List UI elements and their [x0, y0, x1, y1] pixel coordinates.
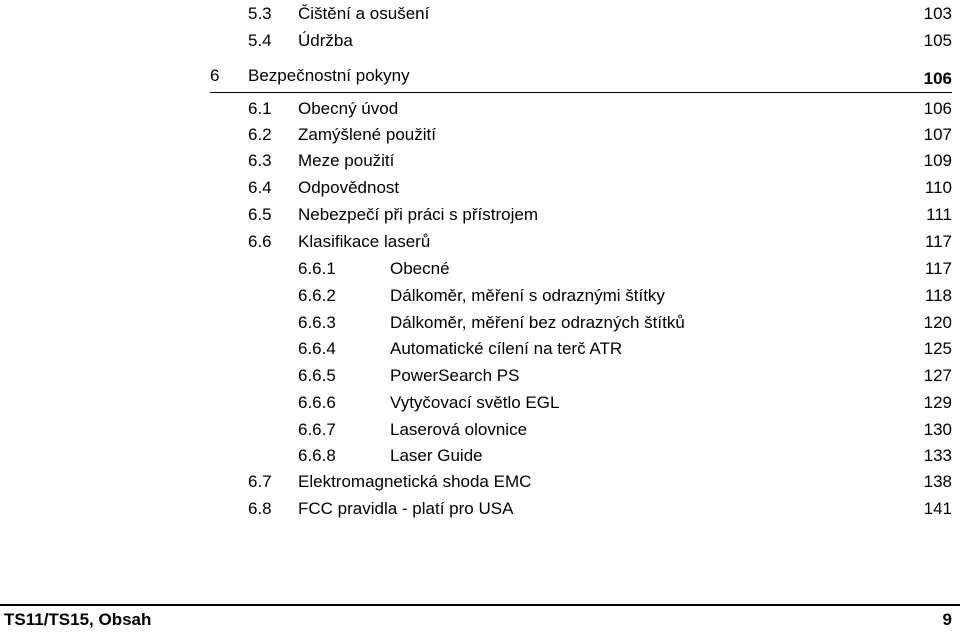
toc-entry-6-6-5[interactable]: [0, 364, 952, 388]
toc-chapter-6[interactable]: [0, 64, 952, 88]
toc-entry-number: 5.3: [248, 4, 272, 23]
toc-entry-number: 6.1: [248, 99, 272, 118]
toc-entry-title: Čištění a osušení: [298, 4, 430, 23]
toc-entry-page: 141: [923, 499, 952, 518]
toc-entry-6-6-7[interactable]: [0, 418, 952, 442]
toc-entry-page: 110: [924, 178, 952, 197]
toc-entry-number: 6.6.1: [298, 259, 336, 278]
toc-entry-page: 118: [924, 286, 952, 305]
toc-entry-page: 106: [923, 99, 952, 118]
toc-entry-title: Laserová olovnice: [390, 420, 528, 439]
toc-entry-6-6[interactable]: [0, 230, 952, 254]
toc-entry-5-3[interactable]: [0, 2, 952, 26]
footer-page-number: 9: [942, 610, 952, 629]
toc-entry-page: 133: [923, 446, 952, 465]
toc-entry-6-6-2[interactable]: [0, 284, 952, 308]
toc-entry-title: PowerSearch PS: [390, 366, 520, 385]
toc-entry-5-4[interactable]: [0, 29, 952, 53]
toc-entry-page: 117: [924, 259, 952, 278]
toc-entry-number: 6.6.7: [298, 420, 336, 439]
toc-entry-number: 5.4: [248, 31, 272, 50]
toc-entry-page: 109: [923, 151, 952, 170]
toc-entry-title: Laser Guide: [390, 446, 483, 465]
toc-entry-page: 111: [926, 205, 952, 224]
toc-entry-6-8[interactable]: [0, 497, 952, 521]
toc-entry-number: 6.5: [248, 205, 272, 224]
toc-entry-page: 105: [923, 31, 952, 50]
toc-entry-title: Odpovědnost: [298, 178, 400, 197]
toc-entry-page: 125: [923, 339, 952, 358]
toc-entry-number: 6.6.5: [298, 366, 336, 385]
toc-entry-number: 6.2: [248, 125, 272, 144]
toc-entry-6-2[interactable]: [0, 123, 952, 147]
footer-divider: [0, 604, 960, 606]
toc-entry-number: 6.3: [248, 151, 272, 170]
toc-entry-6-6-6[interactable]: [0, 391, 952, 415]
toc-entry-number: 6.6.6: [298, 393, 336, 412]
toc-entry-title: Meze použití: [298, 151, 395, 170]
toc-entry-number: 6.6: [248, 232, 272, 251]
toc-entry-page: 107: [923, 125, 952, 144]
toc-entry-6-6-8[interactable]: [0, 444, 952, 468]
toc-entry-title: Zamýšlené použití: [298, 125, 436, 144]
toc-chapter-title: Bezpečnostní pokyny: [248, 66, 410, 85]
toc-entry-page: 120: [923, 313, 952, 332]
toc-entry-page: 138: [923, 472, 952, 491]
toc-entry-title: Dálkoměr, měření s odraznými štítky: [390, 286, 665, 305]
toc-entry-title: FCC pravidla - platí pro USA: [298, 499, 514, 518]
toc-entry-6-4[interactable]: [0, 176, 952, 200]
toc-entry-title: Dálkoměr, měření bez odrazných štítků: [390, 313, 685, 332]
toc-entry-6-6-3[interactable]: [0, 311, 952, 335]
toc-entry-page: 129: [923, 393, 952, 412]
toc-entry-6-6-4[interactable]: [0, 337, 952, 361]
toc-entry-page: 130: [923, 420, 952, 439]
toc-chapter-number: 6: [210, 66, 220, 85]
toc-entry-6-5[interactable]: [0, 203, 952, 227]
toc-entry-title: Vytyčovací světlo EGL: [390, 393, 560, 412]
toc-chapter-page: 106: [923, 69, 952, 88]
toc-entry-page: 127: [923, 366, 952, 385]
toc-entry-page: 117: [924, 232, 952, 251]
toc-entry-number: 6.6.8: [298, 446, 336, 465]
toc-entry-6-6-1[interactable]: [0, 257, 952, 281]
toc-entry-6-1[interactable]: [0, 97, 952, 121]
toc-entry-6-7[interactable]: [0, 470, 952, 494]
toc-entry-title: Obecné: [390, 259, 450, 278]
toc-entry-title: Elektromagnetická shoda EMC: [298, 472, 532, 491]
toc-entry-title: Nebezpečí při práci s přístrojem: [298, 205, 538, 224]
toc-entry-page: 103: [923, 4, 952, 23]
chapter-divider: [210, 92, 952, 93]
toc-entry-number: 6.6.2: [298, 286, 336, 305]
toc-entry-number: 6.6.3: [298, 313, 336, 332]
toc-entry-number: 6.4: [248, 178, 272, 197]
toc-entry-number: 6.8: [248, 499, 272, 518]
toc-entry-title: Obecný úvod: [298, 99, 399, 118]
toc-entry-6-3[interactable]: [0, 149, 952, 173]
toc-entry-number: 6.6.4: [298, 339, 336, 358]
toc-entry-title: Automatické cílení na terč ATR: [390, 339, 623, 358]
toc-entry-title: Údržba: [298, 31, 353, 50]
footer-document-title: TS11/TS15, Obsah: [4, 610, 152, 629]
toc-entry-title: Klasifikace laserů: [298, 232, 431, 251]
toc-entry-number: 6.7: [248, 472, 272, 491]
